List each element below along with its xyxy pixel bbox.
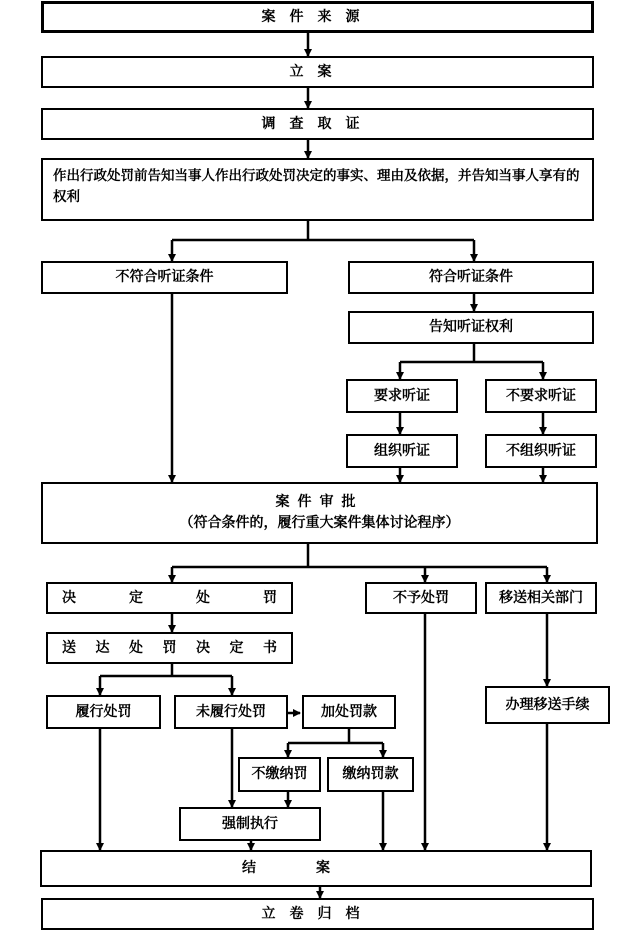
hearing-eligible-label: 符合听证条件 [429,269,513,285]
deliver-decision-char: 决 [196,639,210,656]
not-comply-box [174,695,288,729]
request-hearing-box [346,379,458,413]
notice-text: 作出行政处罚前告知当事人作出行政处罚决定的事实、理由及依据，并告知当事人享有的权利 [53,168,580,205]
hearing-not-eligible-label: 不符合听证条件 [115,269,214,285]
deliver-decision-char: 罚 [162,639,177,656]
enforce-label: 强制执行 [222,815,278,832]
filing-box [41,56,594,88]
organize-hearing-label: 组织听证 [374,442,430,459]
deliver-decision-char: 处 [129,639,143,656]
no-penalty-label: 不予处罚 [393,589,449,606]
decide-penalty-char: 罚 [263,589,277,606]
close-box [40,850,592,887]
extra-fine-label: 加处罚款 [321,703,377,720]
no-request-hearing-box [485,379,597,413]
deliver-decision-char: 定 [229,639,244,656]
not-pay-label: 不缴纳罚 [251,766,308,782]
case-review-title: 案件审批 [275,494,364,510]
comply-box [46,695,161,729]
enforce-box [179,807,321,841]
deliver-decision-char: 书 [263,639,277,656]
close-label: 结案 [242,860,390,876]
pay-label: 缴纳罚款 [342,766,399,782]
decide-penalty-box [46,582,293,614]
filing-label: 立案 [289,63,346,80]
investigation-label: 调查取证 [261,115,374,132]
decide-penalty-char: 决 [62,589,76,606]
transfer-dept-box [485,582,597,614]
comply-label: 履行处罚 [75,703,132,720]
deliver-decision-box [46,632,293,664]
deliver-decision-char: 达 [95,639,110,656]
case-review-box [41,482,598,544]
case-review-note: （符合条件的，履行重大案件集体讨论程序） [179,515,460,531]
investigation-box [41,108,594,140]
notice-box [41,158,594,221]
case-source-box [41,1,594,33]
not-comply-label: 未履行处罚 [196,703,266,720]
decide-penalty-char: 定 [129,589,143,606]
hearing-not-eligible-box [41,261,288,294]
hearing-eligible-box [348,261,594,294]
decide-penalty-char: 处 [196,589,210,606]
request-hearing-label: 要求听证 [374,387,430,404]
no-organize-hearing-label: 不组织听证 [506,442,576,459]
no-penalty-box [365,582,477,614]
transfer-procedure-box [485,686,610,724]
no-request-hearing-label: 不要求听证 [506,387,576,404]
archive-box [41,898,594,930]
transfer-procedure-label: 办理移送手续 [505,696,590,713]
deliver-decision-char: 送 [62,639,76,656]
transfer-dept-label: 移送相关部门 [499,589,583,606]
case-source-label: 案件来源 [261,8,374,25]
pay-box [327,757,414,792]
extra-fine-box [302,695,396,729]
not-pay-box [238,757,321,792]
organize-hearing-box [346,434,458,468]
inform-hearing-right-box [348,311,594,344]
archive-label: 立卷归档 [261,905,374,922]
inform-hearing-right-label: 告知听证权利 [429,319,513,335]
no-organize-hearing-box [485,434,597,468]
